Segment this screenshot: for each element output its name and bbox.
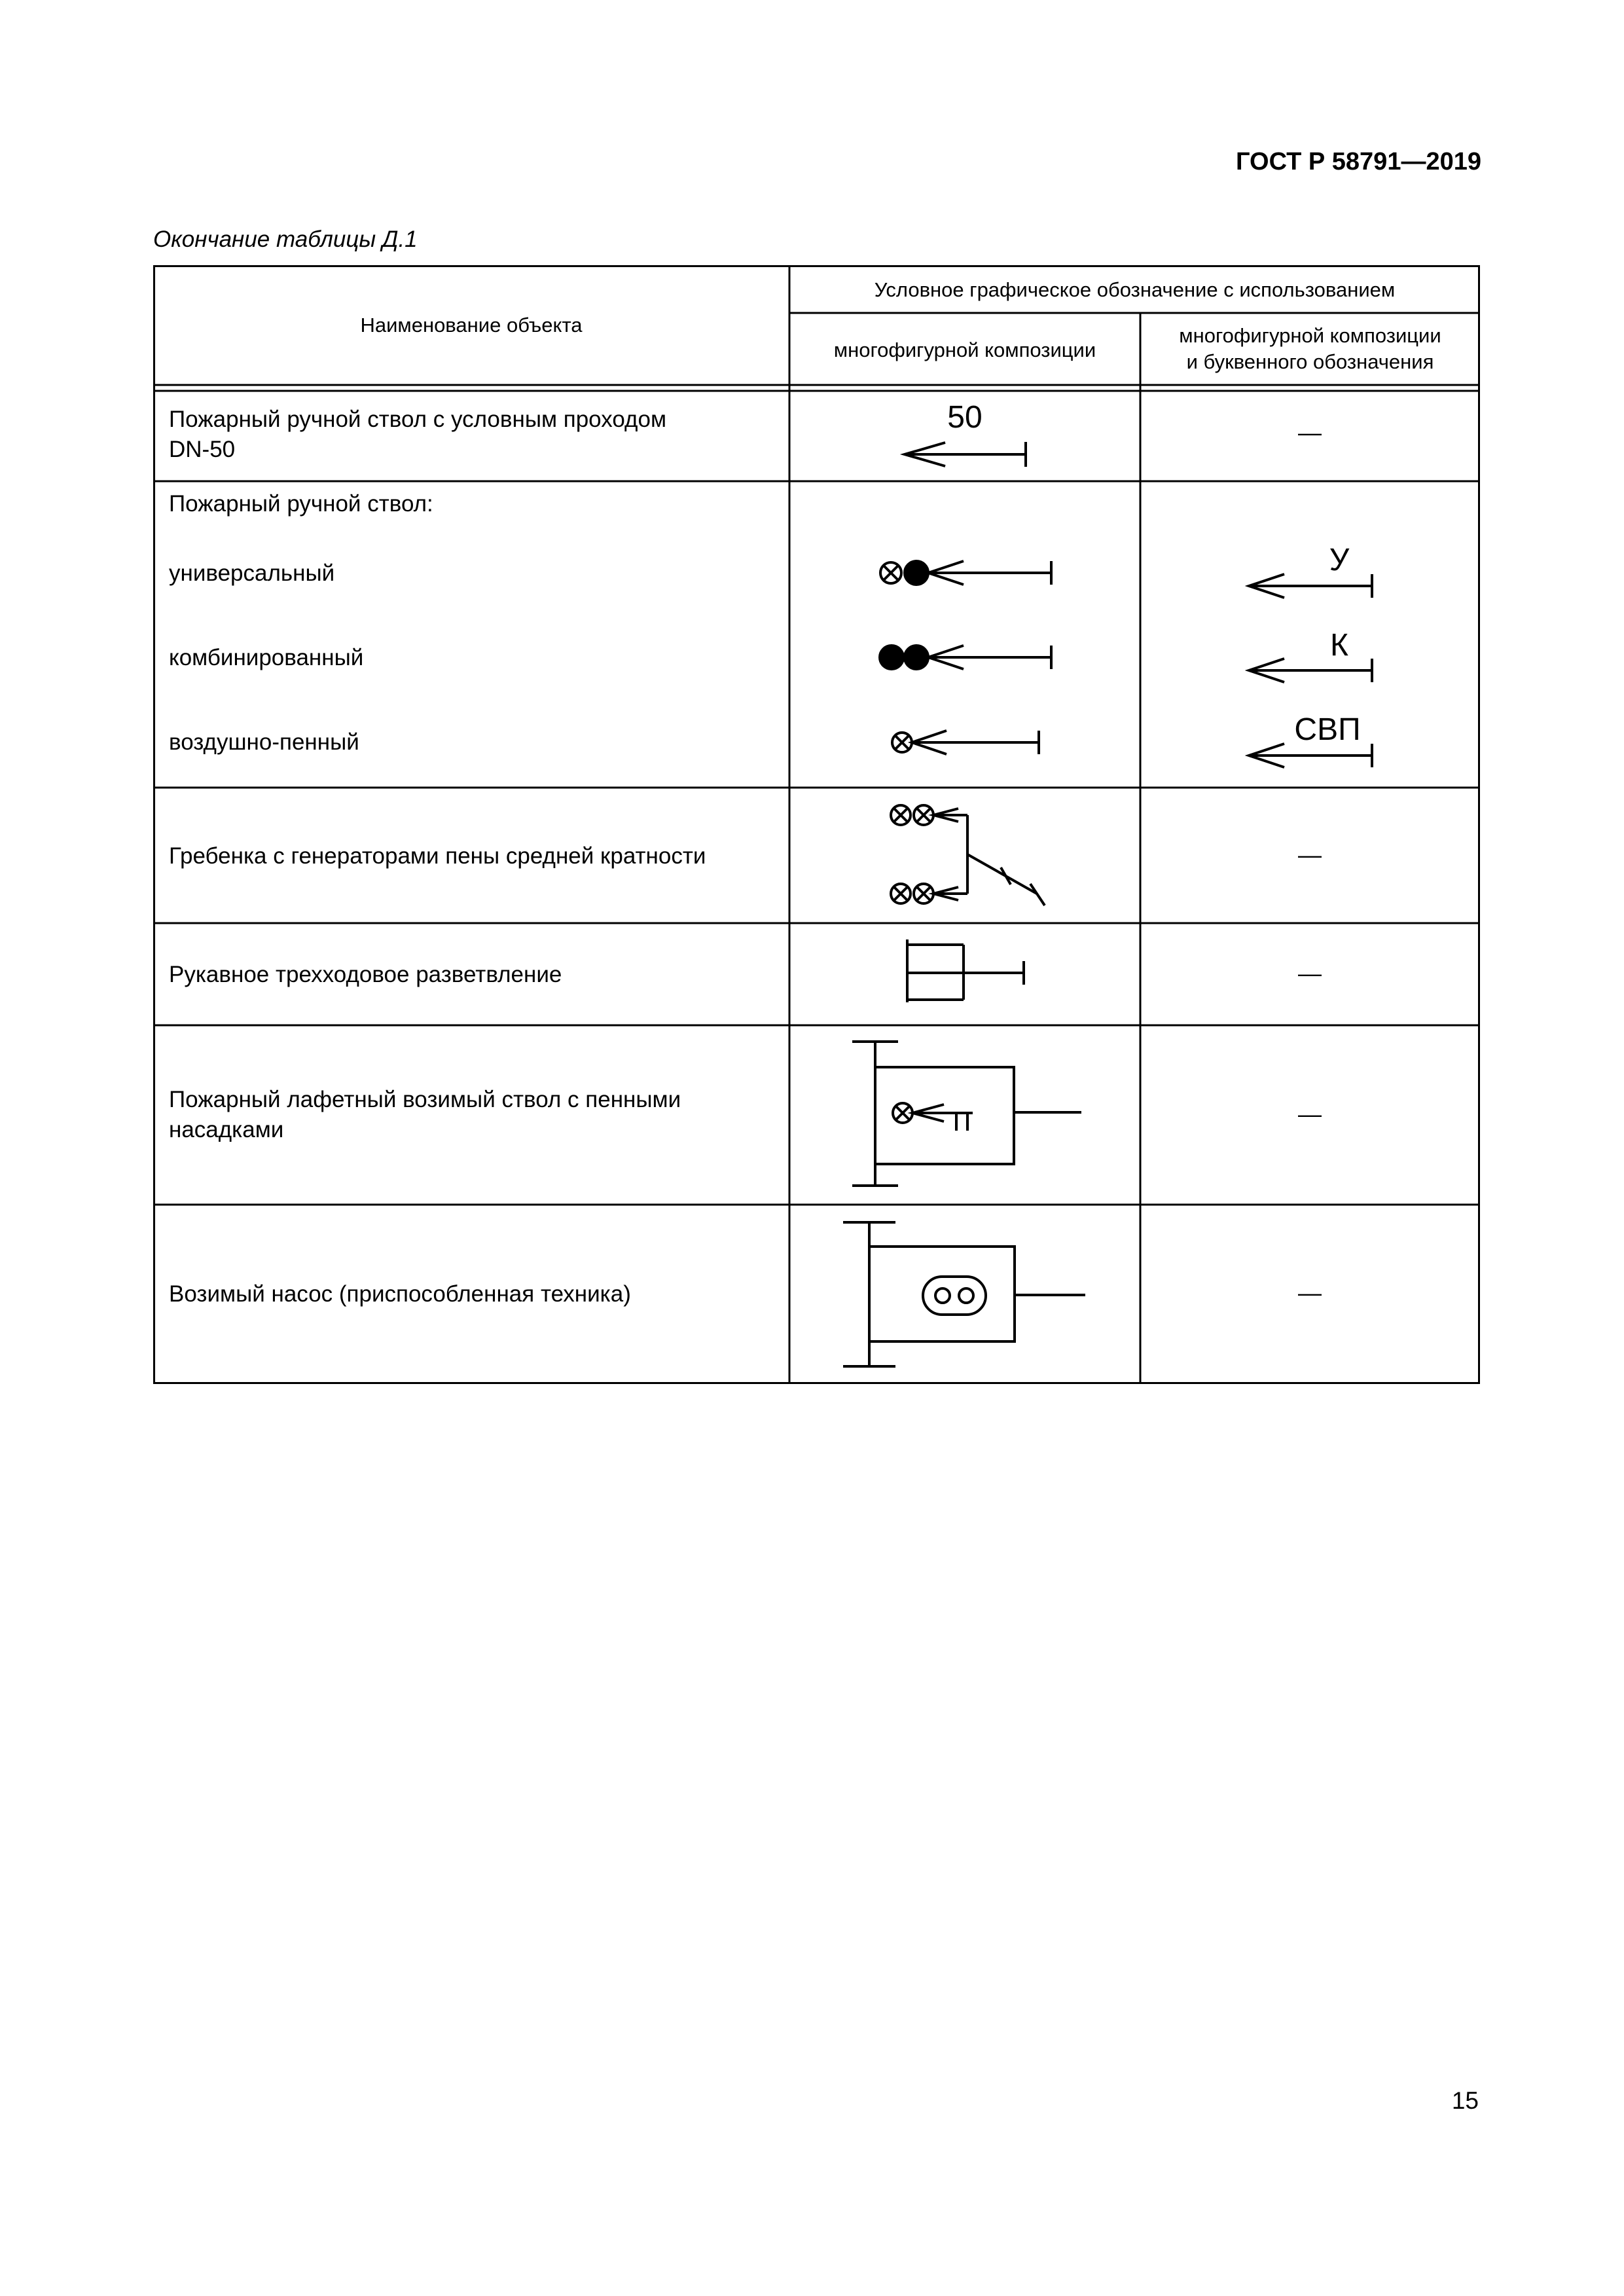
row6-letter-dash: —	[1298, 1279, 1322, 1306]
row6-name: Возимый насос (приспособленная техника)	[169, 1281, 631, 1307]
row3-name: Гребенка с генераторами пены средней кратности	[169, 843, 706, 869]
page-number: 15	[1451, 2087, 1479, 2114]
header-symbol-group: Условное графическое обозначение с использованием	[874, 278, 1396, 301]
header-multi-figure: многофигурной композиции	[833, 338, 1096, 361]
mobile-pump-symbol	[843, 1222, 1085, 1366]
letter-svp: СВП	[1294, 712, 1361, 747]
row5-name-line2: насадками	[169, 1117, 284, 1142]
row1-name-line1: Пожарный ручной ствол с условным проходом	[169, 407, 667, 432]
combined-nozzle-symbol	[880, 646, 1051, 669]
row2-sub-combined: комбинированный	[169, 645, 364, 670]
row5-name-line1: Пожарный лафетный возимый ствол с пенными	[169, 1087, 681, 1112]
universal-nozzle-symbol	[880, 561, 1051, 585]
header-multi-letter-1: многофигурной композиции	[1179, 324, 1441, 347]
combined-letter-symbol	[1249, 659, 1372, 682]
row4-name: Рукавное трехходовое разветвление	[169, 962, 562, 987]
three-way-branch-symbol	[907, 939, 1024, 1002]
document-code: ГОСТ Р 58791—2019	[1236, 148, 1481, 175]
letter-k: К	[1330, 628, 1348, 663]
symbols-table	[153, 265, 1480, 1384]
row2-sub-universal: универсальный	[169, 560, 335, 586]
header-multi-letter-2: и буквенного обозначения	[1186, 350, 1434, 373]
foam-generator-manifold-symbol	[891, 805, 1045, 905]
foam-letter-symbol	[1249, 744, 1372, 767]
row1-name-line2: DN-50	[169, 437, 236, 462]
universal-letter-symbol	[1249, 574, 1372, 598]
header-object-name: Наименование объекта	[360, 314, 583, 337]
hand-nozzle-dn50-symbol	[905, 400, 1026, 467]
row3-letter-dash: —	[1298, 841, 1322, 868]
mobile-monitor-symbol	[852, 1042, 1081, 1186]
row1-letter-dash: —	[1298, 419, 1322, 446]
row2-name: Пожарный ручной ствол:	[169, 491, 433, 517]
symbols-layer	[153, 265, 1480, 1384]
letter-u: У	[1329, 543, 1350, 577]
row4-letter-dash: —	[1298, 960, 1322, 987]
air-foam-nozzle-symbol	[892, 731, 1039, 754]
dn50-label: 50	[947, 400, 983, 435]
row2-sub-foam: воздушно-пенный	[169, 729, 359, 755]
row5-letter-dash: —	[1298, 1101, 1322, 1127]
table-caption: Окончание таблицы Д.1	[153, 227, 418, 252]
